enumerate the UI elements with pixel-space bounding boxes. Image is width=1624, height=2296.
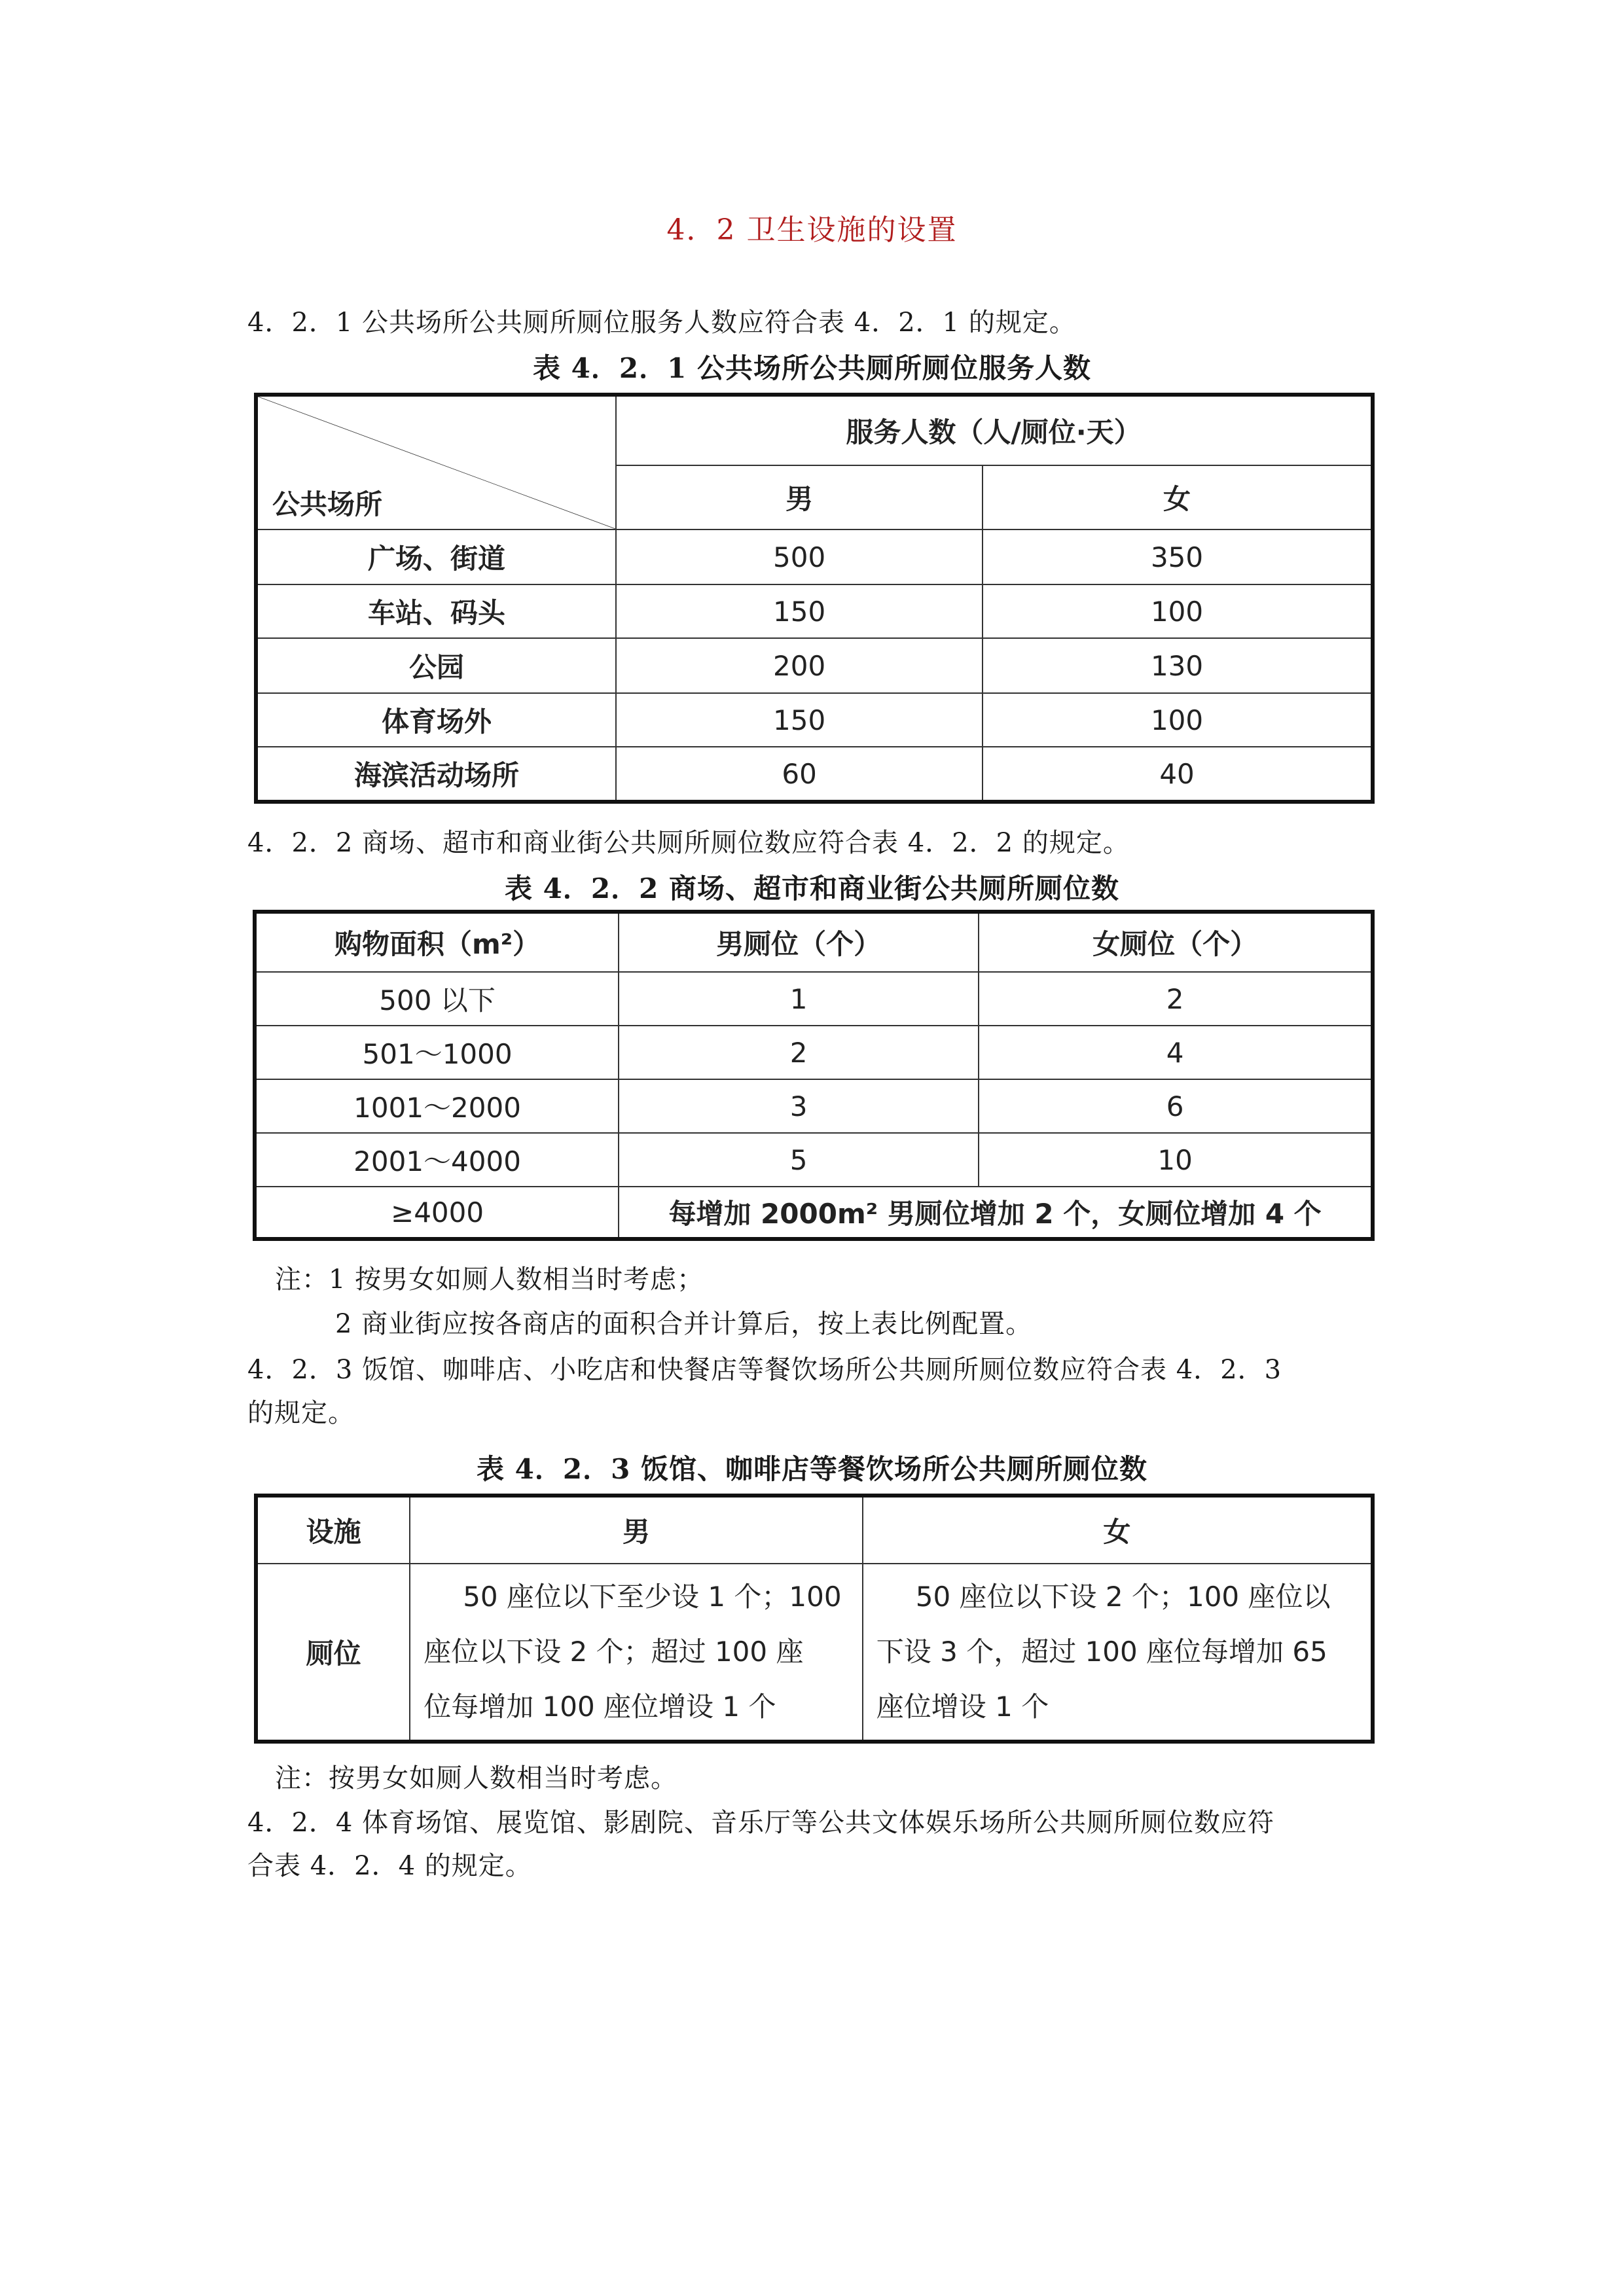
male-header: 男 xyxy=(410,1496,863,1564)
area-header: 购物面积（m²） xyxy=(255,912,619,972)
place-cell: 海滨活动场所 xyxy=(256,747,616,802)
table-row xyxy=(255,1026,1373,1079)
female-value: 130 xyxy=(983,638,1373,693)
female-rule-line-1: 50 座位以下设 2 个；100 座位以 xyxy=(915,1581,1331,1613)
female-header: 女 xyxy=(863,1496,1373,1564)
place-cell: 体育场外 xyxy=(256,693,616,747)
place-cell: 公园 xyxy=(256,638,616,693)
male-value: 1 xyxy=(619,972,979,1026)
area-cell: 1001～2000 xyxy=(255,1079,619,1133)
male-value: 5 xyxy=(619,1133,979,1187)
corner-label: 公共场所 xyxy=(272,488,383,520)
group-header: 服务人数（人/厕位·天） xyxy=(616,395,1373,465)
table-4-2-2 xyxy=(253,910,1375,1241)
female-value: 40 xyxy=(983,747,1373,802)
female-rule-line-3: 座位增设 1 个 xyxy=(876,1691,1049,1723)
female-value: 6 xyxy=(979,1079,1373,1133)
male-value: 60 xyxy=(616,747,983,802)
female-header: 女厕位（个） xyxy=(979,912,1373,972)
table-corner-cell xyxy=(256,395,616,529)
male-value: 500 xyxy=(616,529,983,584)
paragraph-4-2-1: 4．2．1 公共场所公共厕所厕位服务人数应符合表 4．2．1 的规定。 xyxy=(247,308,1076,338)
note-1: 注：1 按男女如厕人数相当时考虑； xyxy=(275,1265,704,1295)
female-value: 2 xyxy=(979,972,1373,1026)
table-row xyxy=(255,1187,1373,1239)
male-rule-line-2: 座位以下设 2 个；超过 100 座 xyxy=(424,1636,804,1668)
note-4-2-3: 注：按男女如厕人数相当时考虑。 xyxy=(275,1763,677,1793)
note-2: 2 商业街应按各商店的面积合并计算后，按上表比例配置。 xyxy=(335,1309,1033,1339)
table-row xyxy=(256,1564,1373,1742)
paragraph-4-2-3-line2: 的规定。 xyxy=(247,1398,355,1428)
male-value: 150 xyxy=(616,693,983,747)
area-cell: ≥4000 xyxy=(255,1187,619,1239)
increment-rule-cell: 每增加 2000m² 男厕位增加 2 个，女厕位增加 4 个 xyxy=(619,1187,1373,1239)
female-rule-line-2: 下设 3 个，超过 100 座位每增加 65 xyxy=(876,1636,1327,1668)
female-value: 4 xyxy=(979,1026,1373,1079)
paragraph-4-2-4-line2: 合表 4．2．4 的规定。 xyxy=(247,1851,532,1881)
paragraph-4-2-2: 4．2．2 商场、超市和商业街公共厕所厕位数应符合表 4．2．2 的规定。 xyxy=(247,828,1130,858)
female-value: 100 xyxy=(983,584,1373,638)
table-4-2-1-caption: 表 4．2．1 公共场所公共厕所厕位服务人数 xyxy=(533,352,1091,384)
table-4-2-1 xyxy=(254,393,1375,804)
female-header: 女 xyxy=(983,465,1373,529)
male-value: 150 xyxy=(616,584,983,638)
table-row xyxy=(256,584,1373,638)
male-rule-line-3: 位每增加 100 座位增设 1 个 xyxy=(424,1691,776,1723)
row-label: 厕位 xyxy=(256,1564,410,1742)
section-title: 4．2 卫生设施的设置 xyxy=(666,213,958,247)
place-cell: 广场、街道 xyxy=(256,529,616,584)
male-value: 2 xyxy=(619,1026,979,1079)
table-row xyxy=(255,1133,1373,1187)
paragraph-4-2-3-line1: 4．2．3 饭馆、咖啡店、小吃店和快餐店等餐饮场所公共厕所厕位数应符合表 4．2．3 xyxy=(247,1355,1282,1385)
table-row xyxy=(256,693,1373,747)
place-cell: 车站、码头 xyxy=(256,584,616,638)
table-4-2-2-caption: 表 4．2．2 商场、超市和商业街公共厕所厕位数 xyxy=(505,872,1119,905)
male-rule-line-1: 50 座位以下至少设 1 个；100 xyxy=(463,1581,842,1613)
table-4-2-3 xyxy=(254,1494,1375,1744)
female-value: 350 xyxy=(983,529,1373,584)
female-value: 100 xyxy=(983,693,1373,747)
facility-header: 设施 xyxy=(256,1496,410,1564)
area-cell: 500 以下 xyxy=(255,972,619,1026)
male-value: 200 xyxy=(616,638,983,693)
table-row xyxy=(256,638,1373,693)
male-header: 男厕位（个） xyxy=(619,912,979,972)
table-row xyxy=(255,1079,1373,1133)
female-value: 10 xyxy=(979,1133,1373,1187)
table-row xyxy=(255,972,1373,1026)
table-4-2-3-caption: 表 4．2．3 饭馆、咖啡店等餐饮场所公共厕所厕位数 xyxy=(477,1453,1147,1485)
male-rule-cell xyxy=(410,1564,863,1742)
male-value: 3 xyxy=(619,1079,979,1133)
area-cell: 501～1000 xyxy=(255,1026,619,1079)
female-rule-cell xyxy=(863,1564,1373,1742)
table-row xyxy=(256,529,1373,584)
paragraph-4-2-4-line1: 4．2．4 体育场馆、展览馆、影剧院、音乐厅等公共文体娱乐场所公共厕所厕位数应符 xyxy=(247,1808,1275,1838)
table-row xyxy=(256,747,1373,802)
male-header: 男 xyxy=(616,465,983,529)
area-cell: 2001～4000 xyxy=(255,1133,619,1187)
